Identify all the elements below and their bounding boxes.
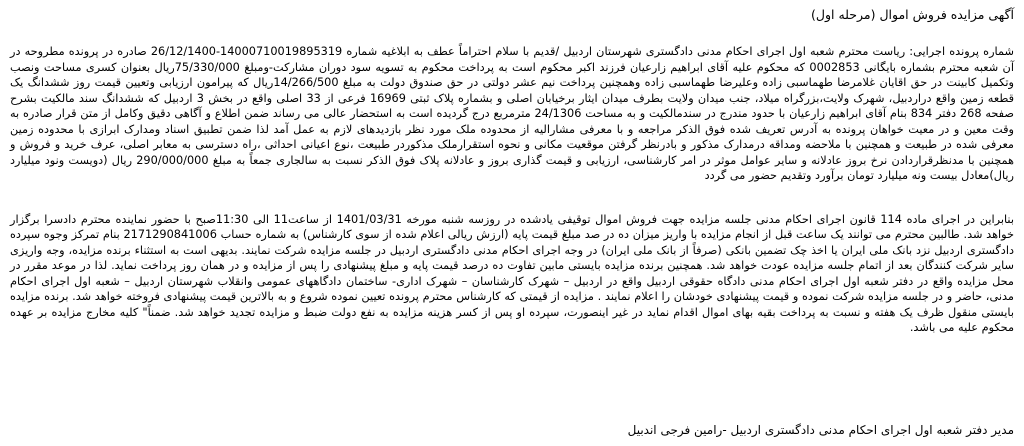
notice-paragraph-1: شماره پرونده اجرایی: ریاست محترم شعبه اول اجرای احکام مدنی دادگستری شهرستان اردبیل /قدیم با سلام احتراماً عطف به ابلاغیه شماره 14000710019895319-26/12/1400 صادره در پرونده مطروحه در آن شعبه محترم بشماره بایگانی 0002853 که محکوم علیه آقای ابراهیم زارعیان فرزند اکبر محکوم است به پرداخت محکوم به تسویه سود دوران مشارکت-ومبلغ 75/330/000ریال بعنوان کسری مساحت ونصب وتکمیل کابینت در حق اقایان غلامرضا طهماسبی زاده وعلیرضا طهماسبی زاده وهمچنین پرداخت نیم عشر دولتی در حق صندوق دولت به مبلغ 14/266/500ریال که پیرامون ارزیابی وتعیین قیمت روز ششدانگ یک قطعه زمین واقع دراردبیل، شهرک ولایت،بزرگراه میلاد، جنب میدان ولایت بطرف میدان ایثار برخیابان اصلی و بشماره پلاک ثبتی 16969 فرعی از 33 اصلی واقع در بخش 3 اردبیل که ششدانگ سند مالکیت بشرح صفحه 268 دفتر 834 بنام آقای ابراهیم زارعیان با حدود مندرج در سندمالکیت و به مساحت 24/1306 مترمربع درج گردیده است به استحضار عالی می رساند ضمن اطلاع و آگاهی دقیق وکامل از متن قرار صادره به وقت معین و در معیت خواهان پرونده به آدرس تعریف شده فوق الذکر مراجعه و با معرفی مشارالیه از محدوده ملک مورد نظر بازدیدهای لازم به عمل آمد لذا ضمن تطبیق اسناد ومدارک ابرازی با محدوده زمین معرفی شده در طبیعت و همچنین با ملاحضه ومداقه درمدارک مذکور و بادرنظر گرفتن موقعیت مکانی و نحوه استقرارملک مذکوردر طبیعت ،نوع اعیانی احداثی ،راه دسترسی به معابر اصلی، عرف خرید و فروش و همچنین با مدنظرقراردادن نرخ بروز عادلانه و سایر عوامل موثر در امر کارشناسی، ارزیابی و قیمت گذاری بروز و عادلانه پلاک فوق الذکر نسبت به سالجاری جمعاً به مبلغ 290/000/000 ریال (دویست ونود میلیارد ریال)معادل بیست ونه میلیارد تومان برآورد وتقدیم حضور می گردد — [10, 45, 1015, 182]
notice-signature: مدیر دفتر شعبه اول اجرای احکام مدنی دادگستری اردبیل -رامین فرجی اندبیل — [627, 423, 1014, 437]
notice-paragraph-2: بنابراین در اجرای ماده 114 قانون اجرای احکام مدنی جلسه مزایده جهت فروش اموال توقیفی یادشده در روزسه شنبه مورخه 1401/03/31 از ساعت11 الی 11:30صبح با حضور نماینده محترم دادسرا برگزار خواهد شد. طالبین محترم می توانند یک ساعت قبل از انجام مزایده با واریز میزان ده در صد مبلغ قیمت پایه (ارزش ریالی اعلام شده از سوی کارشناس) به شماره حساب 2171290841006 بنام تمرکز وجوه سپرده دادگستری اردبیل نزد بانک ملی ایران یا اخذ چک تضمین بانکی (صرفاً از بانک ملی ایران) در وجه اجرای احکام مدنی دادگستری اردبیل در جلسه مزایده شرکت نمایند. بدیهی است به استثناء برنده مزایده، وجه واریزی سایر شرکت کنندگان بعد از اتمام جلسه مزایده عودت خواهد شد. همچنین برنده مزایده بایستی مابین تفاوت ده درصد قیمت پایه و مبلغ پیشنهادی را پس از مزایده و در همان روز پرداخت نماید. لذا در موعد مقرر در محل مزایده واقع در دفتر شعبه اول اجرای احکام مدنی دادگاه حقوقی اردبیل واقع در اردبیل – شهرک کارشناسان – شهرک اداری- ساختمان دادگاههای عمومی وانقلاب شهرستان اردبیل – شعبه اول اجرای احکام مدنی، حاضر و در جلسه مزایده شرکت نموده و قیمت پیشنهادی خودشان را اعلام نمایند . مزایده از قیمتی که کارشناس محترم پرونده تعیین نموده شروع و به بالاترین قیمت پیشنهادی فروخته خواهد شد. برنده مزایده بایستی منقول ظرف یک هفته و نسبت به پرداخت بقیه بهای اموال اقدام نماید در غیر اینصورت، سپرده او پس از کسر هزینه مزایده به نفع دولت ضبط و مزایده تجدید خواهد شد. ضمناً" کلیه مخارج مزایده بر عهده محکوم علیه می باشد. — [10, 212, 1014, 334]
notice-title: آگهی مزایده فروش اموال (مرحله اول) — [811, 7, 1014, 22]
